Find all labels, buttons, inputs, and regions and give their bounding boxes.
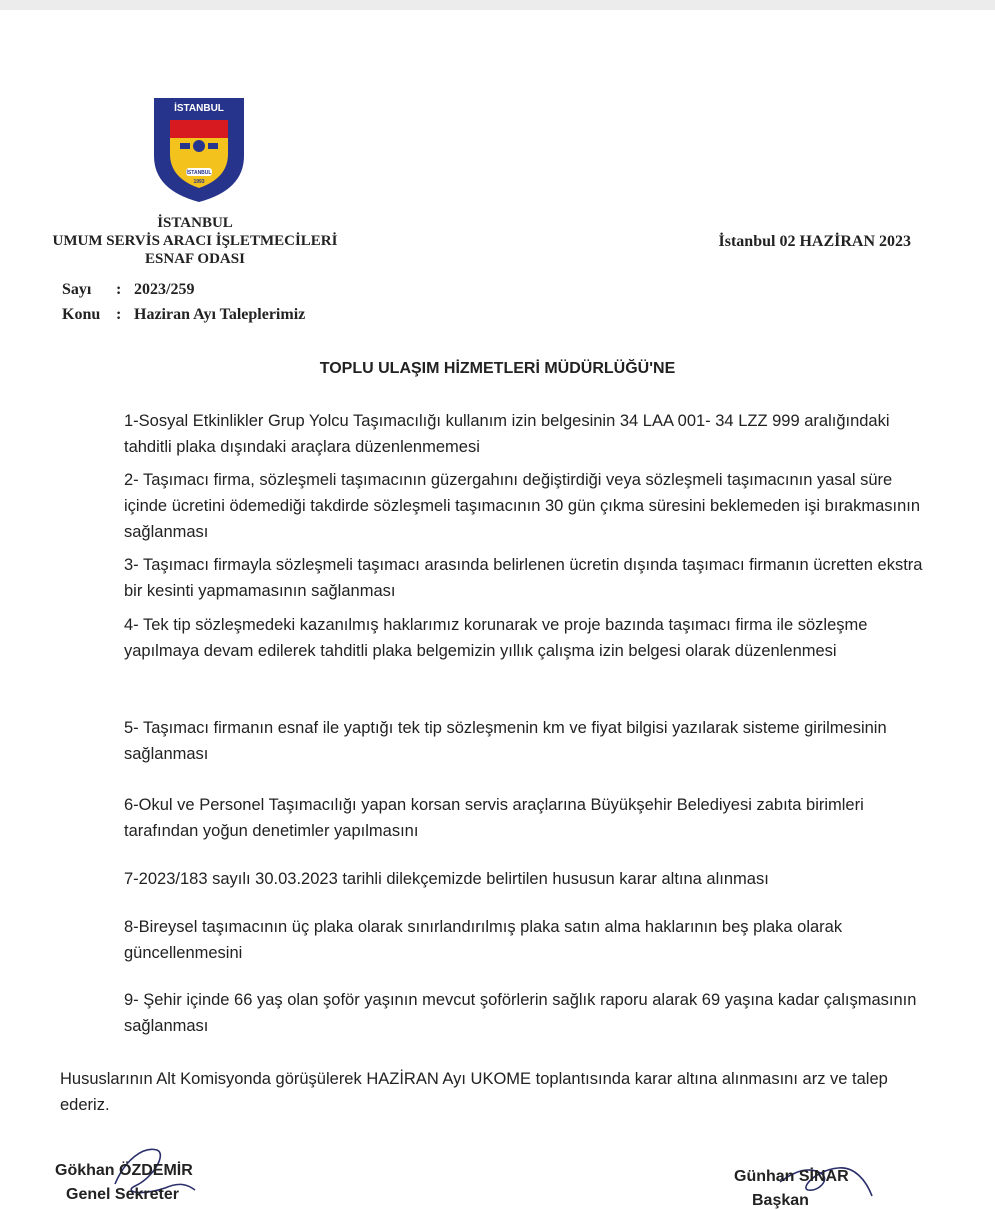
konu-separator: :	[116, 306, 122, 323]
sayi-value: 2023/259	[134, 281, 195, 298]
sayi-label: Sayı	[62, 281, 92, 298]
recipient-heading: TOPLU ULAŞIM HİZMETLERİ MÜDÜRLÜĞÜ'NE	[319, 360, 676, 377]
logo-year-text: 1993	[193, 179, 205, 185]
org-line-3: ESNAF ODASI	[145, 251, 245, 267]
request-item-4: 4- Tek tip sözleşmedeki kazanılmış haklarımız korunarak ve proje bazında taşımacı firma ile sözleşme yapılmaya devam edilerek tahditli plaka belgemizin yıllık çalışma izin belgesi olarak düzenlenmesi	[124, 616, 868, 660]
logo-city-text: İSTANBUL	[186, 170, 212, 176]
signatory-left-name: Gökhan ÖZDEMİR	[55, 1162, 193, 1179]
sayi-separator: :	[116, 281, 122, 298]
org-line-2: UMUM SERVİS ARACI İŞLETMECİLERİ	[52, 233, 338, 249]
request-item-5: 5- Taşımacı firmanın esnaf ile yaptığı tek tip sözleşmenin km ve fiyat bilgisi yazılarak sisteme girilmesinin sağlanması	[124, 719, 887, 763]
signatory-left-title: Genel Sekreter	[66, 1186, 179, 1203]
document-date: İstanbul 02 HAZİRAN 2023	[718, 233, 911, 250]
request-item-2: 2- Taşımacı firma, sözleşmeli taşımacının güzergahını değiştirdiği veya sözleşmeli taşımacının yasal süre içinde ücretini ödemediği takdirde sözleşmeli taşımacının 30 gün çıkma süresini beklemeden işi bırakmasının sağlanması	[124, 471, 921, 541]
subject-row	[62, 306, 305, 324]
reference-number-row	[62, 281, 194, 299]
request-item-1: 1-Sosyal Etkinlikler Grup Yolcu Taşımacılığı kullanım izin belgesinin 34 LAA 001- 34 LZZ 999 aralığındaki tahditli plaka dışındaki araçlara düzenlenmemesi	[124, 412, 890, 456]
signatory-right-name: Günhan SİNAR	[734, 1168, 849, 1185]
signatory-right-title: Başkan	[752, 1192, 809, 1209]
konu-value: Haziran Ayı Taleplerimiz	[134, 306, 306, 323]
request-item-6: 6-Okul ve Personel Taşımacılığı yapan korsan servis araçlarına Büyükşehir Belediyesi zabıta birimleri tarafından yoğun denetimler yapılmasını	[124, 796, 864, 840]
request-item-9: 9- Şehir içinde 66 yaş olan şoför yaşının mevcut şoförlerin sağlık raporu alarak 69 yaşına kadar çalışmasının sağlanması	[124, 991, 917, 1035]
konu-label: Konu	[62, 306, 101, 323]
request-item-7: 7-2023/183 sayılı 30.03.2023 tarihli dilekçemizde belirtilen hususun karar altına alınması	[124, 870, 769, 888]
request-item-3: 3- Taşımacı firmayla sözleşmeli taşımacı arasında belirlenen ücretin dışında taşımacı firmanın ücretten ekstra bir kesinti yapmamasının sağlanması	[124, 556, 923, 600]
organization-name	[30, 214, 360, 268]
org-line-1: İSTANBUL	[157, 215, 233, 231]
logo-title-text: İSTANBUL	[174, 103, 224, 114]
request-item-8: 8-Bireysel taşımacının üç plaka olarak sınırlandırılmış plaka satın alma haklarının beş plaka olarak güncellenmesini	[124, 918, 843, 962]
scan-top-edge	[0, 0, 995, 10]
closing-paragraph: Hususlarının Alt Komisyonda görüşülerek HAZİRAN Ayı UKOME toplantısında karar altına alınmasını arz ve talep ederiz.	[60, 1070, 888, 1114]
chamber-logo	[150, 94, 248, 204]
